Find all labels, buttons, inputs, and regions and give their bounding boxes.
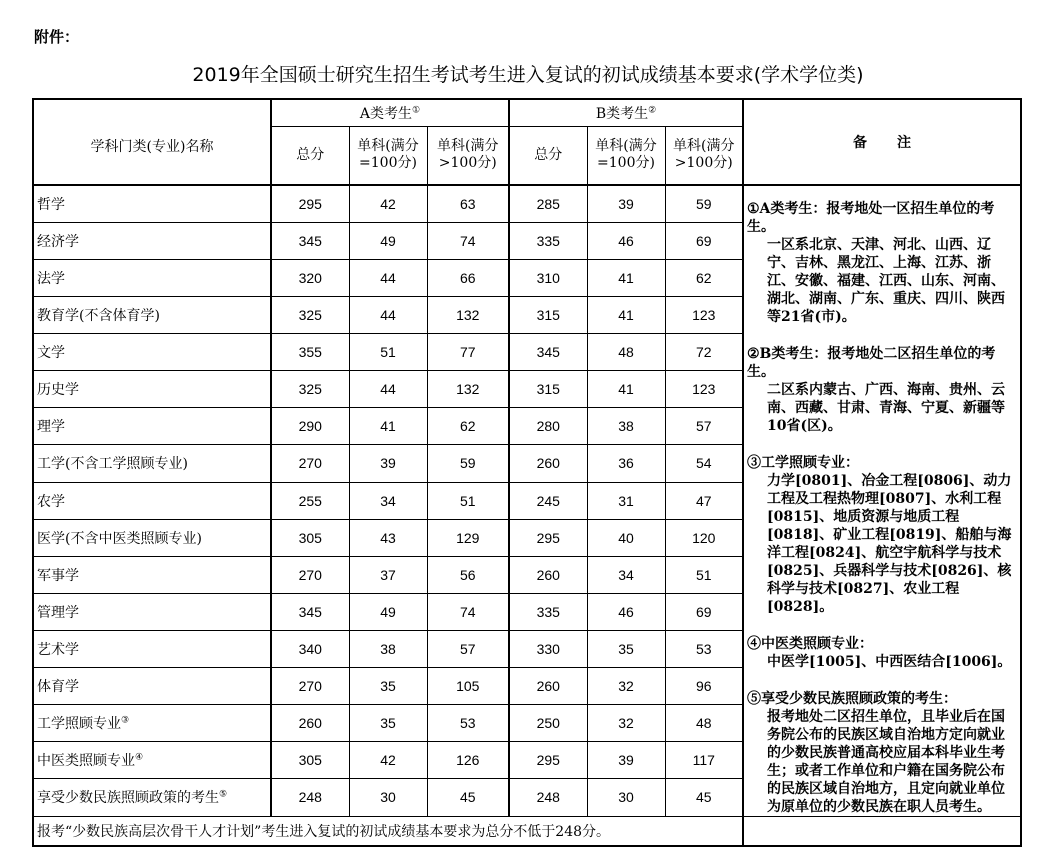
b-singlegt100-cell: 72: [665, 334, 743, 371]
b-single100-cell: 35: [587, 630, 665, 667]
subject-name: 工学照顾专业③: [33, 705, 271, 742]
b-total-cell: 330: [509, 630, 587, 667]
subject-name: 管理学: [33, 593, 271, 630]
b-singlegt100-cell: 123: [665, 371, 743, 408]
page-title: 2019年全国硕士研究生招生考试考生进入复试的初试成绩基本要求(学术学位类): [192, 64, 864, 86]
b-single100-cell: 30: [587, 779, 665, 816]
b-single100-cell: 38: [587, 408, 665, 445]
b-total-cell: 310: [509, 259, 587, 296]
b-total-header: 总分: [509, 127, 587, 185]
b-total-cell: 335: [509, 222, 587, 259]
footnote-blank-cell: [743, 816, 1021, 846]
b-singlegt100-cell: 123: [665, 296, 743, 333]
a-singlegt100-cell: 129: [427, 519, 509, 556]
a-total-cell: 355: [271, 334, 349, 371]
b-total-cell: 248: [509, 779, 587, 816]
b-singlegt100-cell: 69: [665, 593, 743, 630]
a-total-cell: 260: [271, 705, 349, 742]
b-single100-cell: 36: [587, 445, 665, 482]
b-singlegt100-cell: 62: [665, 259, 743, 296]
a-single100-cell: 37: [349, 556, 427, 593]
a-single100-cell: 44: [349, 296, 427, 333]
a-total-cell: 320: [271, 259, 349, 296]
b-singlegt100-cell: 57: [665, 408, 743, 445]
a-singlegt100-cell: 105: [427, 668, 509, 705]
b-single100-cell: 41: [587, 259, 665, 296]
a-singlegt100-cell: 62: [427, 408, 509, 445]
footnote-row: [33, 816, 1021, 846]
a-single100-cell: 34: [349, 482, 427, 519]
a-total-cell: 270: [271, 445, 349, 482]
b-single100-header: 单科(满分 =100分): [587, 127, 665, 185]
a-total-cell: 270: [271, 556, 349, 593]
attachment-label: 附件：: [34, 28, 80, 46]
subject-name: 工学(不含工学照顾专业): [33, 445, 271, 482]
subject-name: 享受少数民族照顾政策的考生⑤: [33, 779, 271, 816]
subject-name: 经济学: [33, 222, 271, 259]
a-singlegt100-header: 单科(满分 >100分): [427, 127, 509, 185]
b-singlegt100-cell: 59: [665, 185, 743, 223]
a-single100-cell: 51: [349, 334, 427, 371]
b-singlegt100-cell: 69: [665, 222, 743, 259]
b-total-cell: 345: [509, 334, 587, 371]
b-total-cell: 315: [509, 296, 587, 333]
a-singlegt100-cell: 66: [427, 259, 509, 296]
subject-name: 法学: [33, 259, 271, 296]
a-total-cell: 255: [271, 482, 349, 519]
b-single100-cell: 41: [587, 296, 665, 333]
b-total-cell: 245: [509, 482, 587, 519]
a-single100-cell: 30: [349, 779, 427, 816]
table-row: [33, 185, 1021, 223]
b-single100-cell: 39: [587, 185, 665, 223]
b-total-cell: 315: [509, 371, 587, 408]
b-total-cell: 260: [509, 556, 587, 593]
a-total-cell: 325: [271, 371, 349, 408]
b-singlegt100-cell: 47: [665, 482, 743, 519]
a-singlegt100-cell: 126: [427, 742, 509, 779]
remarks-cell: [743, 185, 1021, 817]
b-single100-cell: 46: [587, 222, 665, 259]
b-singlegt100-cell: 96: [665, 668, 743, 705]
b-singlegt100-cell: 51: [665, 556, 743, 593]
b-singlegt100-cell: 120: [665, 519, 743, 556]
a-total-cell: 248: [271, 779, 349, 816]
subject-name: 中医类照顾专业④: [33, 742, 271, 779]
group-b-header: B类考生②: [509, 99, 743, 127]
a-total-cell: 305: [271, 742, 349, 779]
a-singlegt100-cell: 57: [427, 630, 509, 667]
subject-name: 医学(不含中医类照顾专业): [33, 519, 271, 556]
remark-5-body: 报考地处二区招生单位，且毕业后在国务院公布的民族区域自治地方定向就业的少数民族普通高校应届本科毕业生考生；或者工作单位和户籍在国务院公布的民族区域自治地方，且定向就业单位为原单位的少数民族在职人员考生。: [767, 708, 1005, 815]
b-singlegt100-cell: 45: [665, 779, 743, 816]
a-single100-cell: 49: [349, 593, 427, 630]
b-single100-cell: 48: [587, 334, 665, 371]
b-single100-cell: 32: [587, 668, 665, 705]
footnote: 报考“少数民族高层次骨干人才计划”考生进入复试的初试成绩基本要求为总分不低于248分。: [33, 816, 743, 846]
b-total-cell: 295: [509, 742, 587, 779]
a-single100-cell: 38: [349, 630, 427, 667]
a-single100-cell: 42: [349, 742, 427, 779]
a-single100-cell: 39: [349, 445, 427, 482]
subject-name: 体育学: [33, 668, 271, 705]
a-total-cell: 325: [271, 296, 349, 333]
remark-4-body: 中医学[1005]、中西医结合[1006]。: [767, 653, 1012, 670]
remark-3-body: 力学[0801]、冶金工程[0806]、动力工程及工程热物理[0807]、水利工程[0815]、地质资源与地质工程[0818]、矿业工程[0819]、船舶与海洋工程[0824]、航空宇航科学与技术[0825]、兵器科学与技术[0826]、核科学与技术[0827]、农业工程[0828]。: [767, 472, 1012, 615]
subject-name: 军事学: [33, 556, 271, 593]
a-single100-cell: 35: [349, 668, 427, 705]
b-single100-cell: 39: [587, 742, 665, 779]
a-single100-cell: 44: [349, 371, 427, 408]
a-singlegt100-cell: 53: [427, 705, 509, 742]
a-total-cell: 345: [271, 593, 349, 630]
b-single100-cell: 46: [587, 593, 665, 630]
b-singlegt100-header: 单科(满分 >100分): [665, 127, 743, 185]
subject-name: 哲学: [33, 185, 271, 223]
subject-name: 文学: [33, 334, 271, 371]
b-total-cell: 285: [509, 185, 587, 223]
b-single100-cell: 32: [587, 705, 665, 742]
remark-3-title: ③工学照顾专业：: [747, 454, 859, 471]
b-single100-cell: 34: [587, 556, 665, 593]
b-total-cell: 335: [509, 593, 587, 630]
a-singlegt100-cell: 132: [427, 296, 509, 333]
b-total-cell: 295: [509, 519, 587, 556]
a-singlegt100-cell: 45: [427, 779, 509, 816]
a-single100-header: 单科(满分 =100分): [349, 127, 427, 185]
a-singlegt100-cell: 51: [427, 482, 509, 519]
a-singlegt100-cell: 59: [427, 445, 509, 482]
remark-1-body: 一区系北京、天津、河北、山西、辽宁、吉林、黑龙江、上海、江苏、浙江、安徽、福建、江西、山东、河南、湖北、湖南、广东、重庆、四川、陕西等21省(市)。: [767, 236, 1005, 325]
a-singlegt100-cell: 77: [427, 334, 509, 371]
remark-2-title: ②B类考生：报考地处二区招生单位的考生。: [747, 345, 996, 380]
a-singlegt100-cell: 63: [427, 185, 509, 223]
subject-name: 理学: [33, 408, 271, 445]
remark-2-body: 二区系内蒙古、广西、海南、贵州、云南、西藏、甘肃、青海、宁夏、新疆等10省(区)。: [767, 381, 1005, 434]
b-singlegt100-cell: 117: [665, 742, 743, 779]
b-singlegt100-cell: 54: [665, 445, 743, 482]
subject-name: 农学: [33, 482, 271, 519]
b-total-cell: 260: [509, 445, 587, 482]
b-singlegt100-cell: 48: [665, 705, 743, 742]
b-total-cell: 260: [509, 668, 587, 705]
a-total-cell: 345: [271, 222, 349, 259]
remarks-header: 备注: [743, 99, 1021, 185]
group-a-header: A类考生①: [271, 99, 509, 127]
a-total-header: 总分: [271, 127, 349, 185]
a-single100-cell: 44: [349, 259, 427, 296]
a-total-cell: 270: [271, 668, 349, 705]
remark-1-title: ①A类考生：报考地处一区招生单位的考生。: [747, 200, 995, 235]
b-single100-cell: 40: [587, 519, 665, 556]
remark-5-title: ⑤享受少数民族照顾政策的考生：: [747, 690, 957, 707]
a-single100-cell: 41: [349, 408, 427, 445]
subject-name: 历史学: [33, 371, 271, 408]
a-single100-cell: 35: [349, 705, 427, 742]
a-single100-cell: 49: [349, 222, 427, 259]
a-single100-cell: 43: [349, 519, 427, 556]
a-single100-cell: 42: [349, 185, 427, 223]
b-total-cell: 250: [509, 705, 587, 742]
a-singlegt100-cell: 56: [427, 556, 509, 593]
name-column-header: 学科门类(专业)名称: [33, 99, 271, 185]
a-singlegt100-cell: 74: [427, 222, 509, 259]
remark-4-title: ④中医类照顾专业：: [747, 635, 873, 652]
b-total-cell: 280: [509, 408, 587, 445]
a-total-cell: 290: [271, 408, 349, 445]
subject-name: 教育学(不含体育学): [33, 296, 271, 333]
a-total-cell: 295: [271, 185, 349, 223]
b-singlegt100-cell: 53: [665, 630, 743, 667]
b-single100-cell: 41: [587, 371, 665, 408]
a-singlegt100-cell: 132: [427, 371, 509, 408]
a-singlegt100-cell: 74: [427, 593, 509, 630]
a-total-cell: 305: [271, 519, 349, 556]
subject-name: 艺术学: [33, 630, 271, 667]
a-total-cell: 340: [271, 630, 349, 667]
b-single100-cell: 31: [587, 482, 665, 519]
score-table: [32, 98, 1022, 847]
